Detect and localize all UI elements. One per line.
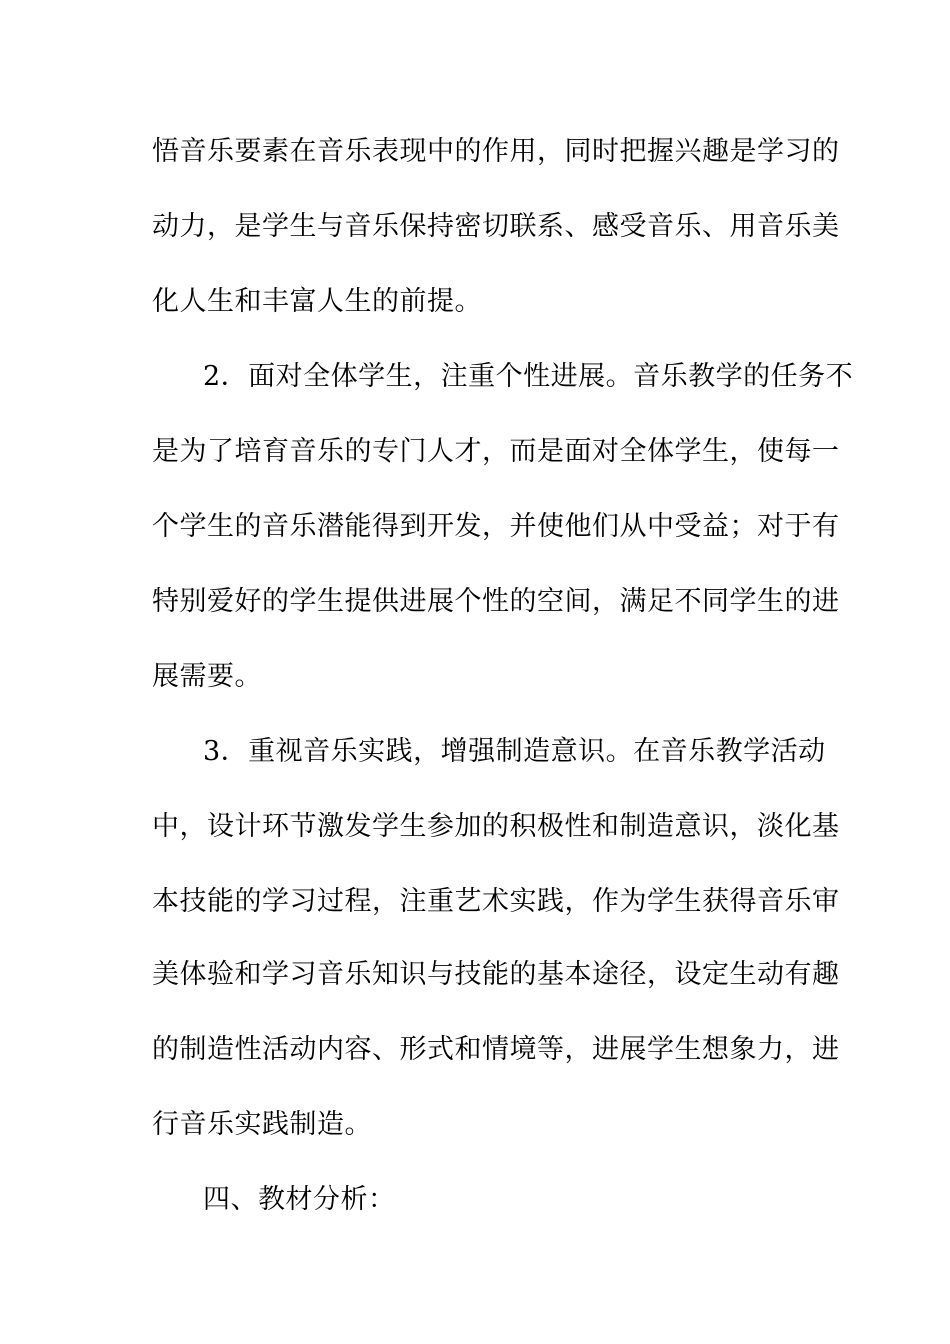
- text-line: 悟音乐要素在音乐表现中的作用，同时把握兴趣是学习的: [152, 136, 840, 167]
- paragraph-start-line: 2．面对全体学生，注重个性进展。音乐教学的任务不: [203, 361, 854, 392]
- text-line: 动力，是学生与音乐保持密切联系、感受音乐、用音乐美: [152, 211, 840, 242]
- text-line: 展需要。: [152, 661, 262, 692]
- text-line: 中，设计环节激发学生参加的积极性和制造意识，淡化基: [152, 811, 840, 842]
- text-line: 行音乐实践制造。: [152, 1109, 372, 1140]
- text-line: 是为了培育音乐的专门人才，而是面对全体学生，使每一: [152, 436, 840, 467]
- paragraph-start-line: 3．重视音乐实践，增强制造意识。在音乐教学活动: [203, 736, 826, 767]
- section-heading: 四、教材分析：: [203, 1184, 396, 1215]
- text-line: 特别爱好的学生提供进展个性的空间，满足不同学生的进: [152, 586, 840, 617]
- text-line: 美体验和学习音乐知识与技能的基本途径，设定生动有趣: [152, 959, 840, 990]
- text-line: 个学生的音乐潜能得到开发，并使他们从中受益；对于有: [152, 511, 840, 542]
- text-line: 化人生和丰富人生的前提。: [152, 286, 482, 317]
- text-line: 本技能的学习过程，注重艺术实践，作为学生获得音乐审: [152, 886, 840, 917]
- text-line: 的制造性活动内容、形式和情境等，进展学生想象力，进: [152, 1034, 840, 1065]
